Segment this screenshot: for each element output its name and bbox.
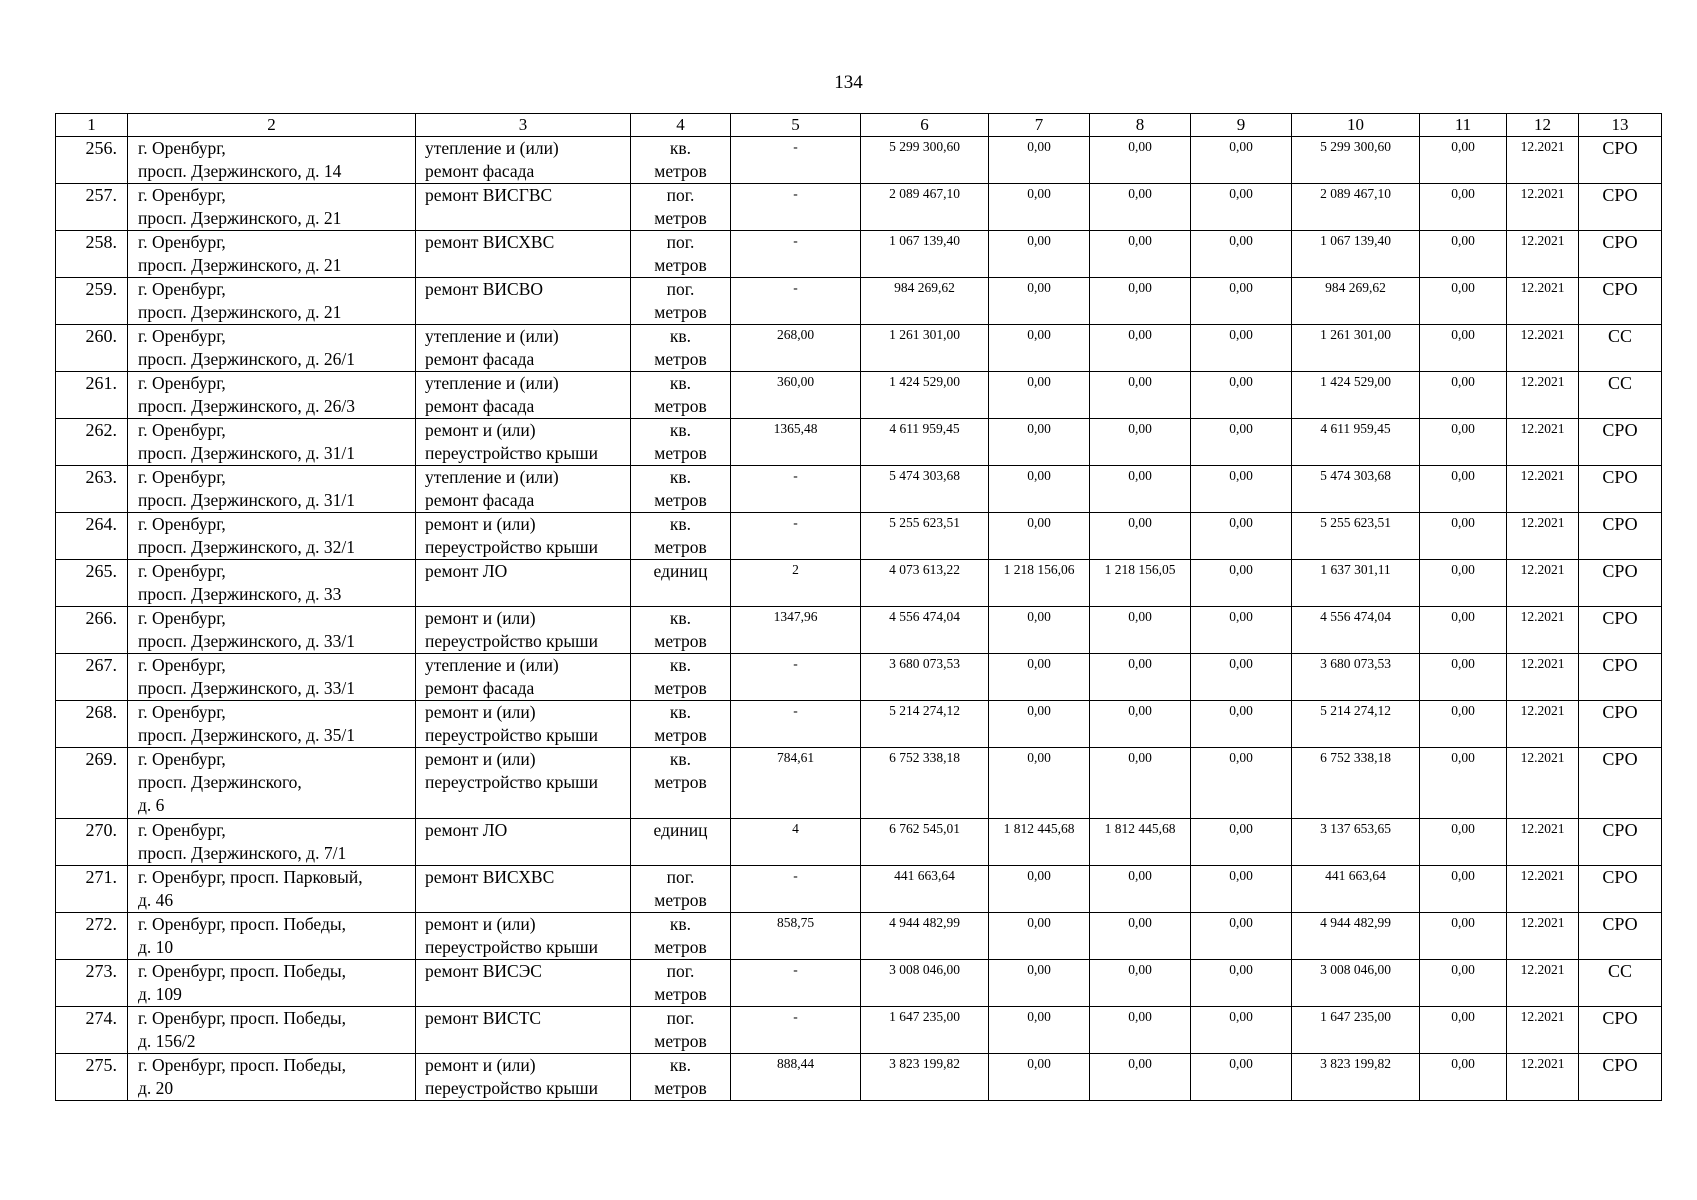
local-funds-cell: 0,00	[1191, 466, 1292, 513]
unit-cell: пог. метров	[631, 866, 731, 913]
local-funds-cell: 0,00	[1191, 1054, 1292, 1101]
address-cell: г. Оренбург, просп. Парковый, д. 46	[128, 866, 416, 913]
local-funds-cell: 0,00	[1191, 654, 1292, 701]
repair-plan-table	[55, 113, 1662, 1101]
local-funds-cell: 0,00	[1191, 960, 1292, 1007]
volume-cell: 1365,48	[731, 419, 861, 466]
fund-type-cell: СС	[1579, 960, 1662, 1007]
work-type-cell: утепление и (или) ремонт фасада	[416, 654, 631, 701]
address-cell: г. Оренбург, просп. Победы, д. 10	[128, 913, 416, 960]
volume-cell: -	[731, 654, 861, 701]
address-cell: г. Оренбург, просп. Дзержинского, д. 35/1	[128, 701, 416, 748]
total-cost-cell: 3 008 046,00	[861, 960, 989, 1007]
federal-funds-cell: 0,00	[989, 701, 1090, 748]
owner-funds-cell: 5 474 303,68	[1292, 466, 1420, 513]
deadline-cell: 12.2021	[1507, 960, 1579, 1007]
unit-cell: пог. метров	[631, 960, 731, 1007]
row-number: 274.	[56, 1007, 128, 1054]
table-row	[56, 560, 1662, 607]
work-type-cell: ремонт и (или) переустройство крыши	[416, 419, 631, 466]
deadline-cell: 12.2021	[1507, 913, 1579, 960]
total-cost-cell: 3 680 073,53	[861, 654, 989, 701]
other-funds-cell: 0,00	[1420, 137, 1507, 184]
table-row	[56, 513, 1662, 560]
column-header: 9	[1191, 114, 1292, 137]
other-funds-cell: 0,00	[1420, 231, 1507, 278]
total-cost-cell: 1 067 139,40	[861, 231, 989, 278]
table-row	[56, 748, 1662, 819]
regional-funds-cell: 0,00	[1090, 913, 1191, 960]
total-cost-cell: 441 663,64	[861, 866, 989, 913]
volume-cell: -	[731, 278, 861, 325]
table-row	[56, 607, 1662, 654]
header-row	[56, 114, 1662, 137]
table-row	[56, 701, 1662, 748]
deadline-cell: 12.2021	[1507, 513, 1579, 560]
federal-funds-cell: 0,00	[989, 466, 1090, 513]
work-type-cell: ремонт ЛО	[416, 819, 631, 866]
unit-cell: кв. метров	[631, 325, 731, 372]
total-cost-cell: 1 424 529,00	[861, 372, 989, 419]
volume-cell: -	[731, 701, 861, 748]
federal-funds-cell: 0,00	[989, 325, 1090, 372]
volume-cell: -	[731, 866, 861, 913]
fund-type-cell: СС	[1579, 372, 1662, 419]
deadline-cell: 12.2021	[1507, 278, 1579, 325]
local-funds-cell: 0,00	[1191, 184, 1292, 231]
row-number: 257.	[56, 184, 128, 231]
owner-funds-cell: 1 067 139,40	[1292, 231, 1420, 278]
address-cell: г. Оренбург, просп. Дзержинского, д. 33	[128, 560, 416, 607]
fund-type-cell: СРО	[1579, 913, 1662, 960]
work-type-cell: утепление и (или) ремонт фасада	[416, 466, 631, 513]
owner-funds-cell: 3 680 073,53	[1292, 654, 1420, 701]
federal-funds-cell: 1 812 445,68	[989, 819, 1090, 866]
deadline-cell: 12.2021	[1507, 819, 1579, 866]
fund-type-cell: СРО	[1579, 748, 1662, 819]
regional-funds-cell: 0,00	[1090, 654, 1191, 701]
local-funds-cell: 0,00	[1191, 748, 1292, 819]
volume-cell: -	[731, 513, 861, 560]
unit-cell: пог. метров	[631, 278, 731, 325]
unit-cell: кв. метров	[631, 607, 731, 654]
row-number: 256.	[56, 137, 128, 184]
row-number: 269.	[56, 748, 128, 819]
other-funds-cell: 0,00	[1420, 960, 1507, 1007]
column-header: 10	[1292, 114, 1420, 137]
address-cell: г. Оренбург, просп. Дзержинского, д. 31/1	[128, 419, 416, 466]
table-row	[56, 419, 1662, 466]
owner-funds-cell: 984 269,62	[1292, 278, 1420, 325]
column-header: 7	[989, 114, 1090, 137]
local-funds-cell: 0,00	[1191, 231, 1292, 278]
table-row	[56, 466, 1662, 513]
local-funds-cell: 0,00	[1191, 866, 1292, 913]
deadline-cell: 12.2021	[1507, 560, 1579, 607]
work-type-cell: ремонт ВИСЭС	[416, 960, 631, 1007]
fund-type-cell: СРО	[1579, 466, 1662, 513]
address-cell: г. Оренбург, просп. Дзержинского, д. 7/1	[128, 819, 416, 866]
regional-funds-cell: 0,00	[1090, 466, 1191, 513]
regional-funds-cell: 0,00	[1090, 513, 1191, 560]
federal-funds-cell: 0,00	[989, 513, 1090, 560]
other-funds-cell: 0,00	[1420, 748, 1507, 819]
fund-type-cell: СРО	[1579, 231, 1662, 278]
column-header: 11	[1420, 114, 1507, 137]
table-row	[56, 137, 1662, 184]
fund-type-cell: СРО	[1579, 654, 1662, 701]
column-header: 8	[1090, 114, 1191, 137]
table-row	[56, 278, 1662, 325]
row-number: 266.	[56, 607, 128, 654]
volume-cell: 858,75	[731, 913, 861, 960]
deadline-cell: 12.2021	[1507, 866, 1579, 913]
unit-cell: кв. метров	[631, 748, 731, 819]
deadline-cell: 12.2021	[1507, 654, 1579, 701]
federal-funds-cell: 0,00	[989, 1054, 1090, 1101]
row-number: 270.	[56, 819, 128, 866]
work-type-cell: ремонт и (или) переустройство крыши	[416, 913, 631, 960]
owner-funds-cell: 3 008 046,00	[1292, 960, 1420, 1007]
volume-cell: 888,44	[731, 1054, 861, 1101]
regional-funds-cell: 0,00	[1090, 419, 1191, 466]
deadline-cell: 12.2021	[1507, 325, 1579, 372]
deadline-cell: 12.2021	[1507, 1007, 1579, 1054]
fund-type-cell: СРО	[1579, 1054, 1662, 1101]
other-funds-cell: 0,00	[1420, 607, 1507, 654]
address-cell: г. Оренбург, просп. Победы, д. 156/2	[128, 1007, 416, 1054]
regional-funds-cell: 1 812 445,68	[1090, 819, 1191, 866]
row-number: 262.	[56, 419, 128, 466]
volume-cell: 2	[731, 560, 861, 607]
federal-funds-cell: 1 218 156,06	[989, 560, 1090, 607]
local-funds-cell: 0,00	[1191, 278, 1292, 325]
federal-funds-cell: 0,00	[989, 419, 1090, 466]
work-type-cell: ремонт и (или) переустройство крыши	[416, 513, 631, 560]
total-cost-cell: 6 752 338,18	[861, 748, 989, 819]
address-cell: г. Оренбург, просп. Дзержинского, д. 26/3	[128, 372, 416, 419]
owner-funds-cell: 5 299 300,60	[1292, 137, 1420, 184]
federal-funds-cell: 0,00	[989, 184, 1090, 231]
table-row	[56, 654, 1662, 701]
federal-funds-cell: 0,00	[989, 231, 1090, 278]
work-type-cell: ремонт ВИСТС	[416, 1007, 631, 1054]
owner-funds-cell: 2 089 467,10	[1292, 184, 1420, 231]
unit-cell: кв. метров	[631, 1054, 731, 1101]
volume-cell: 268,00	[731, 325, 861, 372]
unit-cell: единиц	[631, 819, 731, 866]
table-row	[56, 1007, 1662, 1054]
owner-funds-cell: 4 556 474,04	[1292, 607, 1420, 654]
table-row	[56, 325, 1662, 372]
fund-type-cell: СРО	[1579, 513, 1662, 560]
page-number: 134	[834, 72, 863, 93]
total-cost-cell: 4 944 482,99	[861, 913, 989, 960]
regional-funds-cell: 0,00	[1090, 1007, 1191, 1054]
federal-funds-cell: 0,00	[989, 748, 1090, 819]
volume-cell: -	[731, 960, 861, 1007]
federal-funds-cell: 0,00	[989, 372, 1090, 419]
column-header: 4	[631, 114, 731, 137]
row-number: 263.	[56, 466, 128, 513]
local-funds-cell: 0,00	[1191, 913, 1292, 960]
address-cell: г. Оренбург, просп. Дзержинского, д. 32/1	[128, 513, 416, 560]
total-cost-cell: 2 089 467,10	[861, 184, 989, 231]
owner-funds-cell: 1 424 529,00	[1292, 372, 1420, 419]
work-type-cell: ремонт ВИСВО	[416, 278, 631, 325]
other-funds-cell: 0,00	[1420, 1007, 1507, 1054]
column-header: 5	[731, 114, 861, 137]
row-number: 259.	[56, 278, 128, 325]
regional-funds-cell: 1 218 156,05	[1090, 560, 1191, 607]
fund-type-cell: СРО	[1579, 184, 1662, 231]
other-funds-cell: 0,00	[1420, 466, 1507, 513]
row-number: 261.	[56, 372, 128, 419]
address-cell: г. Оренбург, просп. Победы, д. 109	[128, 960, 416, 1007]
fund-type-cell: СРО	[1579, 701, 1662, 748]
regional-funds-cell: 0,00	[1090, 184, 1191, 231]
other-funds-cell: 0,00	[1420, 654, 1507, 701]
total-cost-cell: 4 556 474,04	[861, 607, 989, 654]
federal-funds-cell: 0,00	[989, 1007, 1090, 1054]
row-number: 273.	[56, 960, 128, 1007]
column-header: 12	[1507, 114, 1579, 137]
work-type-cell: утепление и (или) ремонт фасада	[416, 137, 631, 184]
volume-cell: 4	[731, 819, 861, 866]
unit-cell: кв. метров	[631, 372, 731, 419]
address-cell: г. Оренбург, просп. Дзержинского, д. 33/1	[128, 654, 416, 701]
other-funds-cell: 0,00	[1420, 325, 1507, 372]
other-funds-cell: 0,00	[1420, 866, 1507, 913]
local-funds-cell: 0,00	[1191, 819, 1292, 866]
table-row	[56, 866, 1662, 913]
row-number: 275.	[56, 1054, 128, 1101]
federal-funds-cell: 0,00	[989, 960, 1090, 1007]
deadline-cell: 12.2021	[1507, 607, 1579, 654]
total-cost-cell: 984 269,62	[861, 278, 989, 325]
unit-cell: кв. метров	[631, 913, 731, 960]
local-funds-cell: 0,00	[1191, 560, 1292, 607]
other-funds-cell: 0,00	[1420, 913, 1507, 960]
other-funds-cell: 0,00	[1420, 278, 1507, 325]
row-number: 267.	[56, 654, 128, 701]
column-header: 2	[128, 114, 416, 137]
total-cost-cell: 3 823 199,82	[861, 1054, 989, 1101]
row-number: 272.	[56, 913, 128, 960]
volume-cell: -	[731, 231, 861, 278]
owner-funds-cell: 1 637 301,11	[1292, 560, 1420, 607]
other-funds-cell: 0,00	[1420, 184, 1507, 231]
regional-funds-cell: 0,00	[1090, 278, 1191, 325]
row-number: 260.	[56, 325, 128, 372]
other-funds-cell: 0,00	[1420, 372, 1507, 419]
deadline-cell: 12.2021	[1507, 137, 1579, 184]
regional-funds-cell: 0,00	[1090, 372, 1191, 419]
other-funds-cell: 0,00	[1420, 513, 1507, 560]
local-funds-cell: 0,00	[1191, 325, 1292, 372]
unit-cell: пог. метров	[631, 184, 731, 231]
owner-funds-cell: 6 752 338,18	[1292, 748, 1420, 819]
column-header: 6	[861, 114, 989, 137]
unit-cell: кв. метров	[631, 654, 731, 701]
deadline-cell: 12.2021	[1507, 466, 1579, 513]
fund-type-cell: СС	[1579, 325, 1662, 372]
federal-funds-cell: 0,00	[989, 654, 1090, 701]
work-type-cell: ремонт ВИСХВС	[416, 866, 631, 913]
deadline-cell: 12.2021	[1507, 419, 1579, 466]
regional-funds-cell: 0,00	[1090, 866, 1191, 913]
owner-funds-cell: 4 611 959,45	[1292, 419, 1420, 466]
table-row	[56, 372, 1662, 419]
owner-funds-cell: 1 647 235,00	[1292, 1007, 1420, 1054]
row-number: 271.	[56, 866, 128, 913]
owner-funds-cell: 5 255 623,51	[1292, 513, 1420, 560]
row-number: 264.	[56, 513, 128, 560]
address-cell: г. Оренбург, просп. Победы, д. 20	[128, 1054, 416, 1101]
address-cell: г. Оренбург, просп. Дзержинского, д. 21	[128, 278, 416, 325]
total-cost-cell: 5 299 300,60	[861, 137, 989, 184]
fund-type-cell: СРО	[1579, 419, 1662, 466]
work-type-cell: ремонт и (или) переустройство крыши	[416, 1054, 631, 1101]
work-type-cell: ремонт и (или) переустройство крыши	[416, 701, 631, 748]
deadline-cell: 12.2021	[1507, 1054, 1579, 1101]
regional-funds-cell: 0,00	[1090, 1054, 1191, 1101]
federal-funds-cell: 0,00	[989, 866, 1090, 913]
row-number: 258.	[56, 231, 128, 278]
unit-cell: кв. метров	[631, 419, 731, 466]
unit-cell: пог. метров	[631, 1007, 731, 1054]
volume-cell: 1347,96	[731, 607, 861, 654]
other-funds-cell: 0,00	[1420, 560, 1507, 607]
deadline-cell: 12.2021	[1507, 184, 1579, 231]
owner-funds-cell: 441 663,64	[1292, 866, 1420, 913]
table-row	[56, 819, 1662, 866]
work-type-cell: ремонт и (или) переустройство крыши	[416, 607, 631, 654]
owner-funds-cell: 1 261 301,00	[1292, 325, 1420, 372]
deadline-cell: 12.2021	[1507, 231, 1579, 278]
table-row	[56, 913, 1662, 960]
local-funds-cell: 0,00	[1191, 137, 1292, 184]
column-header: 3	[416, 114, 631, 137]
address-cell: г. Оренбург, просп. Дзержинского, д. 21	[128, 184, 416, 231]
work-type-cell: ремонт ВИСГВС	[416, 184, 631, 231]
work-type-cell: ремонт ЛО	[416, 560, 631, 607]
total-cost-cell: 5 474 303,68	[861, 466, 989, 513]
unit-cell: кв. метров	[631, 466, 731, 513]
owner-funds-cell: 5 214 274,12	[1292, 701, 1420, 748]
fund-type-cell: СРО	[1579, 560, 1662, 607]
address-cell: г. Оренбург, просп. Дзержинского, д. 33/1	[128, 607, 416, 654]
regional-funds-cell: 0,00	[1090, 607, 1191, 654]
total-cost-cell: 5 255 623,51	[861, 513, 989, 560]
regional-funds-cell: 0,00	[1090, 960, 1191, 1007]
local-funds-cell: 0,00	[1191, 701, 1292, 748]
work-type-cell: утепление и (или) ремонт фасада	[416, 325, 631, 372]
federal-funds-cell: 0,00	[989, 137, 1090, 184]
address-cell: г. Оренбург, просп. Дзержинского, д. 21	[128, 231, 416, 278]
unit-cell: единиц	[631, 560, 731, 607]
fund-type-cell: СРО	[1579, 607, 1662, 654]
volume-cell: -	[731, 1007, 861, 1054]
volume-cell: -	[731, 184, 861, 231]
table-row	[56, 1054, 1662, 1101]
regional-funds-cell: 0,00	[1090, 701, 1191, 748]
volume-cell: 360,00	[731, 372, 861, 419]
deadline-cell: 12.2021	[1507, 372, 1579, 419]
local-funds-cell: 0,00	[1191, 419, 1292, 466]
local-funds-cell: 0,00	[1191, 1007, 1292, 1054]
federal-funds-cell: 0,00	[989, 913, 1090, 960]
federal-funds-cell: 0,00	[989, 607, 1090, 654]
work-type-cell: утепление и (или) ремонт фасада	[416, 372, 631, 419]
deadline-cell: 12.2021	[1507, 701, 1579, 748]
column-header: 1	[56, 114, 128, 137]
total-cost-cell: 4 073 613,22	[861, 560, 989, 607]
row-number: 265.	[56, 560, 128, 607]
total-cost-cell: 1 261 301,00	[861, 325, 989, 372]
unit-cell: кв. метров	[631, 701, 731, 748]
regional-funds-cell: 0,00	[1090, 231, 1191, 278]
total-cost-cell: 4 611 959,45	[861, 419, 989, 466]
other-funds-cell: 0,00	[1420, 701, 1507, 748]
row-number: 268.	[56, 701, 128, 748]
total-cost-cell: 1 647 235,00	[861, 1007, 989, 1054]
volume-cell: -	[731, 466, 861, 513]
local-funds-cell: 0,00	[1191, 372, 1292, 419]
unit-cell: кв. метров	[631, 137, 731, 184]
other-funds-cell: 0,00	[1420, 1054, 1507, 1101]
table-body	[56, 137, 1662, 1101]
unit-cell: пог. метров	[631, 231, 731, 278]
fund-type-cell: СРО	[1579, 137, 1662, 184]
deadline-cell: 12.2021	[1507, 748, 1579, 819]
owner-funds-cell: 3 823 199,82	[1292, 1054, 1420, 1101]
address-cell: г. Оренбург, просп. Дзержинского, д. 6	[128, 748, 416, 819]
volume-cell: 784,61	[731, 748, 861, 819]
table-row	[56, 231, 1662, 278]
fund-type-cell: СРО	[1579, 819, 1662, 866]
total-cost-cell: 6 762 545,01	[861, 819, 989, 866]
owner-funds-cell: 4 944 482,99	[1292, 913, 1420, 960]
column-header: 13	[1579, 114, 1662, 137]
other-funds-cell: 0,00	[1420, 419, 1507, 466]
other-funds-cell: 0,00	[1420, 819, 1507, 866]
address-cell: г. Оренбург, просп. Дзержинского, д. 26/1	[128, 325, 416, 372]
work-type-cell: ремонт ВИСХВС	[416, 231, 631, 278]
total-cost-cell: 5 214 274,12	[861, 701, 989, 748]
unit-cell: кв. метров	[631, 513, 731, 560]
table-row	[56, 184, 1662, 231]
owner-funds-cell: 3 137 653,65	[1292, 819, 1420, 866]
address-cell: г. Оренбург, просп. Дзержинского, д. 31/1	[128, 466, 416, 513]
work-type-cell: ремонт и (или) переустройство крыши	[416, 748, 631, 819]
fund-type-cell: СРО	[1579, 278, 1662, 325]
address-cell: г. Оренбург, просп. Дзержинского, д. 14	[128, 137, 416, 184]
regional-funds-cell: 0,00	[1090, 748, 1191, 819]
fund-type-cell: СРО	[1579, 1007, 1662, 1054]
local-funds-cell: 0,00	[1191, 607, 1292, 654]
volume-cell: -	[731, 137, 861, 184]
table-row	[56, 960, 1662, 1007]
regional-funds-cell: 0,00	[1090, 325, 1191, 372]
fund-type-cell: СРО	[1579, 866, 1662, 913]
regional-funds-cell: 0,00	[1090, 137, 1191, 184]
local-funds-cell: 0,00	[1191, 513, 1292, 560]
federal-funds-cell: 0,00	[989, 278, 1090, 325]
